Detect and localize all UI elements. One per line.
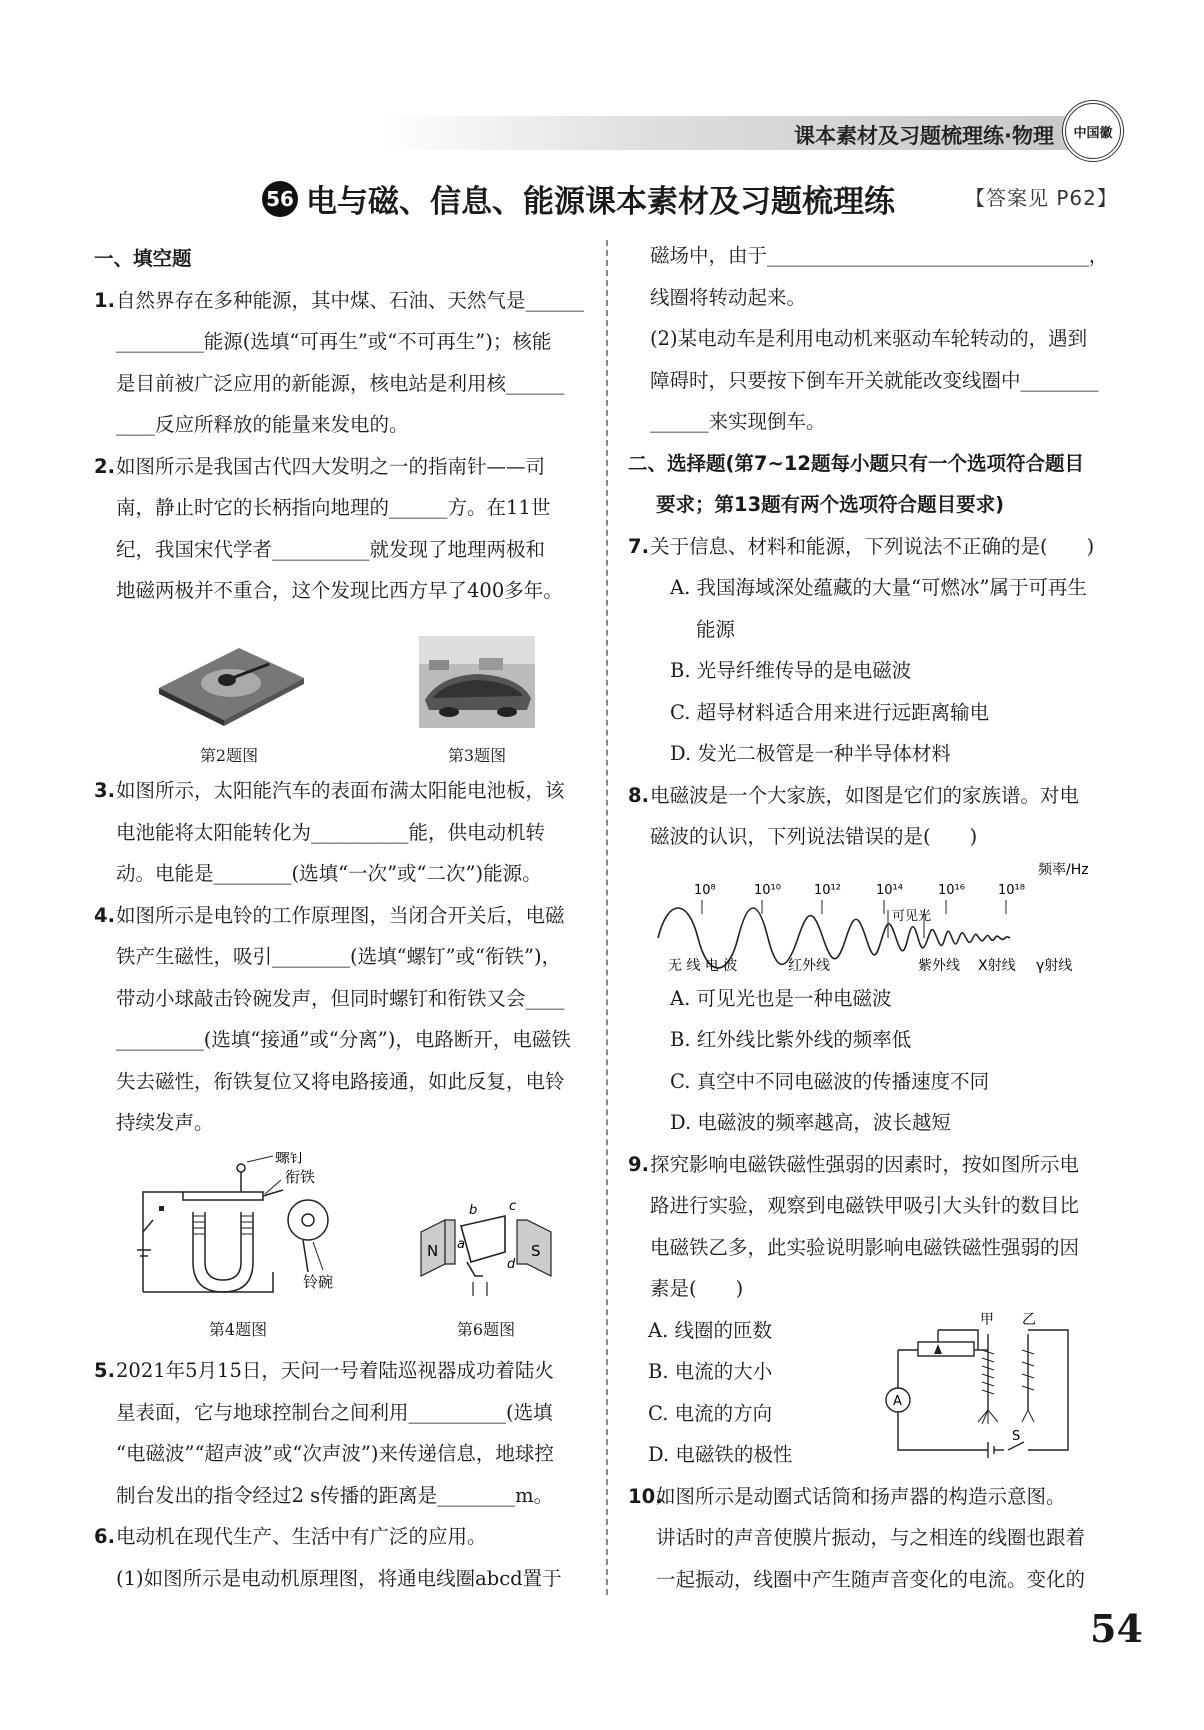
spectrum-tick: 10¹⁴ <box>876 882 903 898</box>
q8-line: 电磁波是一个大家族，如图是它们的家族谱。对电 <box>650 783 1080 807</box>
label-b: b <box>469 1202 478 1218</box>
ammeter-symbol: A <box>893 1393 902 1409</box>
spectrum-tick: 10¹² <box>814 882 841 898</box>
question-number: 7. <box>628 534 649 558</box>
figure-row-4-6 <box>94 1152 590 1345</box>
q4-line: 持续发声。 <box>116 1111 214 1134</box>
band-xray: X射线 <box>978 957 1016 974</box>
question-8 <box>628 775 1118 858</box>
q2-line: 南，静止时它的长柄指向地理的______方。在11世 <box>116 496 551 519</box>
section-heading-fill: 一、填空题 <box>94 247 192 270</box>
q5-line: 星表面，它与地球控制台之间利用__________(选填 <box>116 1400 553 1424</box>
label-screw: 螺钉 <box>275 1151 306 1166</box>
q4-line: 如图所示是电铃的工作原理图，当闭合开关后，电磁 <box>116 903 565 927</box>
q9-line: 探究影响电磁铁磁性强弱的因素时，按如图所示电 <box>650 1152 1080 1176</box>
q1-line: 自然界存在多种能源，其中煤、石油、天然气是______ <box>116 288 585 312</box>
q8-option-b: B. 红外线比紫外线的频率低 <box>670 1028 912 1051</box>
electric-bell-diagram <box>123 1152 353 1302</box>
q6-line: 电动机在现代生产、生活中有广泛的应用。 <box>116 1525 487 1548</box>
q9-line: 路进行实验，观察到电磁铁甲吸引大头针的数目比 <box>650 1194 1080 1217</box>
label-d: d <box>507 1256 516 1272</box>
question-5 <box>94 1350 590 1516</box>
publisher-seal <box>1062 100 1124 162</box>
question-7 <box>628 526 1118 775</box>
q9-option-d: D. 电磁铁的极性 <box>648 1443 793 1466</box>
q7-option-a: A. 我国海域深处蕴藏的大量“可燃冰”属于可再生 <box>670 576 1087 599</box>
q4-line: 失去磁性，衔铁复位又将电路接通，如此反复，电铃 <box>116 1069 565 1093</box>
question-number: 5. <box>94 1359 115 1382</box>
q9-option-a: A. 线圈的匝数 <box>648 1318 772 1342</box>
lesson-number-badge: 56 <box>262 181 298 217</box>
question-10 <box>628 1476 1118 1601</box>
compass-spoon-image <box>149 628 309 728</box>
label-s-pole: S <box>531 1241 541 1260</box>
q3-line: 如图所示，太阳能汽车的表面布满太阳能电池板，该 <box>116 779 565 802</box>
q6-line: (1)如图所示是电动机原理图，将通电线圈abcd置于 <box>116 1566 562 1590</box>
q7-option-b: B. 光导纤维传导的是电磁波 <box>670 659 912 682</box>
q6-cont-line: 线圈将转动起来。 <box>650 285 807 309</box>
q5-line: 2021年5月15日，天问一号着陆巡视器成功着陆火 <box>116 1359 554 1382</box>
q9-line: 素是( ) <box>650 1277 744 1300</box>
label-yi: 乙 <box>1022 1311 1036 1328</box>
switch-label: S <box>1012 1428 1021 1444</box>
right-column <box>628 235 1118 1600</box>
spectrum-tick: 10⁸ <box>694 882 716 898</box>
q3-line: 电池能将太阳能转化为__________能，供电动机转 <box>116 820 546 844</box>
left-column <box>94 238 590 1599</box>
terminal-dot <box>159 1206 164 1211</box>
figure-2 <box>149 628 309 771</box>
q9-options-block <box>628 1310 1118 1476</box>
q7-option-a-cont: 能源 <box>696 617 736 641</box>
label-armature: 衔铁 <box>285 1167 316 1186</box>
answer-reference: 【答案见 P62】 <box>965 186 1118 210</box>
question-4 <box>94 895 590 1144</box>
question-8-options <box>628 978 1118 1144</box>
question-number: 9. <box>628 1152 649 1176</box>
q8-option-a: A. 可见光也是一种电磁波 <box>670 986 892 1010</box>
q2-line: 如图所示是我国古代四大发明之一的指南针——司 <box>116 454 546 478</box>
figure-6 <box>411 1192 561 1345</box>
question-3 <box>94 770 590 895</box>
q9-line: 电磁铁乙多，此实验说明影响电磁铁磁性强弱的因 <box>650 1235 1080 1259</box>
q1-line: ____反应所释放的能量来发电的。 <box>116 413 409 436</box>
figure-4 <box>123 1152 353 1345</box>
question-number: 6. <box>94 1525 115 1548</box>
column-divider <box>606 240 608 1595</box>
q4-line: 铁产生磁性，吸引________(选填“螺钉”或“衔铁”)， <box>116 945 562 968</box>
figure-2-caption: 第2题图 <box>199 746 259 765</box>
figure-3 <box>419 636 535 771</box>
question-6 <box>94 1516 590 1599</box>
q7-option-c: C. 超导材料适合用来进行远距离输电 <box>670 700 990 724</box>
figure-4-caption: 第4题图 <box>208 1320 268 1339</box>
q6-cont-line: 障碍时，只要按下倒车开关就能改变线圈中________ <box>650 368 1099 392</box>
q9-option-b: B. 电流的大小 <box>648 1360 773 1383</box>
question-number: 10. <box>628 1484 663 1508</box>
band-gamma: γ射线 <box>1036 957 1073 974</box>
q9-option-c: C. 电流的方向 <box>648 1401 773 1425</box>
figure-row-2-3 <box>94 628 590 771</box>
seal-text: 中国徽 <box>1073 125 1113 141</box>
q10-line: 如图所示是动圈式话筒和扬声器的构造示意图。 <box>656 1484 1066 1508</box>
q5-line: 制台发出的指令经过2 s传播的距离是________m。 <box>116 1483 554 1507</box>
page-title <box>262 176 895 221</box>
visible-light-label: 可见光 <box>892 908 932 924</box>
band-infrared: 红外线 <box>788 957 830 974</box>
solar-car-image <box>419 636 535 728</box>
q8-line: 磁波的认识，下列说法错误的是( ) <box>650 825 978 848</box>
q2-line: 地磁两极并不重合，这个发现比西方早了400多年。 <box>116 579 563 602</box>
question-2 <box>94 446 590 612</box>
running-title: 课本素材及习题梳理练·物理 <box>794 124 1054 148</box>
label-n-pole: N <box>427 1241 439 1260</box>
em-spectrum-diagram <box>648 858 1118 978</box>
q1-line: _________能源(选填“可再生”或“不可再生”)；核能 <box>116 330 552 353</box>
figure-3-caption: 第3题图 <box>447 746 507 765</box>
page-number: 54 <box>1090 1606 1143 1651</box>
q6-cont-line: ______来实现倒车。 <box>650 410 826 433</box>
q3-line: 动。电能是________(选填“一次”或“二次”)能源。 <box>116 862 542 885</box>
question-number: 1. <box>94 288 115 312</box>
q4-line: _________(选填“接通”或“分离”)，电路断开，电磁铁 <box>116 1028 571 1051</box>
q10-line: 一起振动，线圈中产生随声音变化的电流。变化的 <box>656 1567 1086 1591</box>
q4-line: 带动小球敲击铃碗发声，但同时螺钉和衔铁又会____ <box>116 986 565 1010</box>
question-1 <box>94 280 590 446</box>
spectrum-tick: 10¹⁸ <box>998 882 1025 898</box>
question-number: 2. <box>94 454 115 478</box>
lesson-title: 电与磁、信息、能源课本素材及习题梳理练 <box>306 184 895 220</box>
label-jia: 甲 <box>980 1311 994 1328</box>
label-bell-bowl: 铃碗 <box>303 1272 334 1291</box>
q8-option-c: C. 真空中不同电磁波的传播速度不同 <box>670 1069 990 1093</box>
q7-option-d: D. 发光二极管是一种半导体材料 <box>670 742 951 765</box>
section-heading-choice: 二、选择题(第7~12题每小题只有一个选项符合题目 <box>628 451 1084 475</box>
q2-line: 纪，我国宋代学者__________就发现了地理两极和 <box>116 537 546 561</box>
label-a: a <box>457 1236 465 1252</box>
spectrum-unit: 频率/Hz <box>1038 861 1089 878</box>
q8-option-d: D. 电磁波的频率越高，波长越短 <box>670 1111 951 1134</box>
question-number: 3. <box>94 779 115 802</box>
label-c: c <box>509 1198 517 1214</box>
question-number: 8. <box>628 783 649 807</box>
q1-line: 是目前被广泛应用的新能源，核电站是利用核______ <box>116 371 565 395</box>
question-number: 4. <box>94 903 115 927</box>
section-heading-choice-cont: 要求；第13题有两个选项符合题目要求) <box>656 493 1005 516</box>
q6-cont-line: 磁场中，由于_________________________________， <box>650 244 1109 267</box>
band-ultraviolet: 紫外线 <box>918 957 960 974</box>
motor-principle-diagram <box>411 1192 561 1302</box>
question-9 <box>628 1144 1118 1310</box>
band-radio: 无 线 电 波 <box>668 957 738 974</box>
q7-stem: 关于信息、材料和能源，下列说法不正确的是( ) <box>650 534 1095 558</box>
spectrum-tick: 10¹⁶ <box>938 882 965 898</box>
q6-cont-line: (2)某电动车是利用电动机来驱动车轮转动的，遇到 <box>650 327 1088 350</box>
q10-line: 讲话时的声音使膜片振动，与之相连的线圈也跟着 <box>656 1526 1086 1549</box>
q5-line: “电磁波”“超声波”或“次声波”)来传递信息，地球控 <box>116 1442 554 1465</box>
figure-6-caption: 第6题图 <box>456 1320 516 1339</box>
spectrum-tick: 10¹⁰ <box>754 882 781 898</box>
electromagnet-circuit-diagram <box>878 1310 1078 1460</box>
